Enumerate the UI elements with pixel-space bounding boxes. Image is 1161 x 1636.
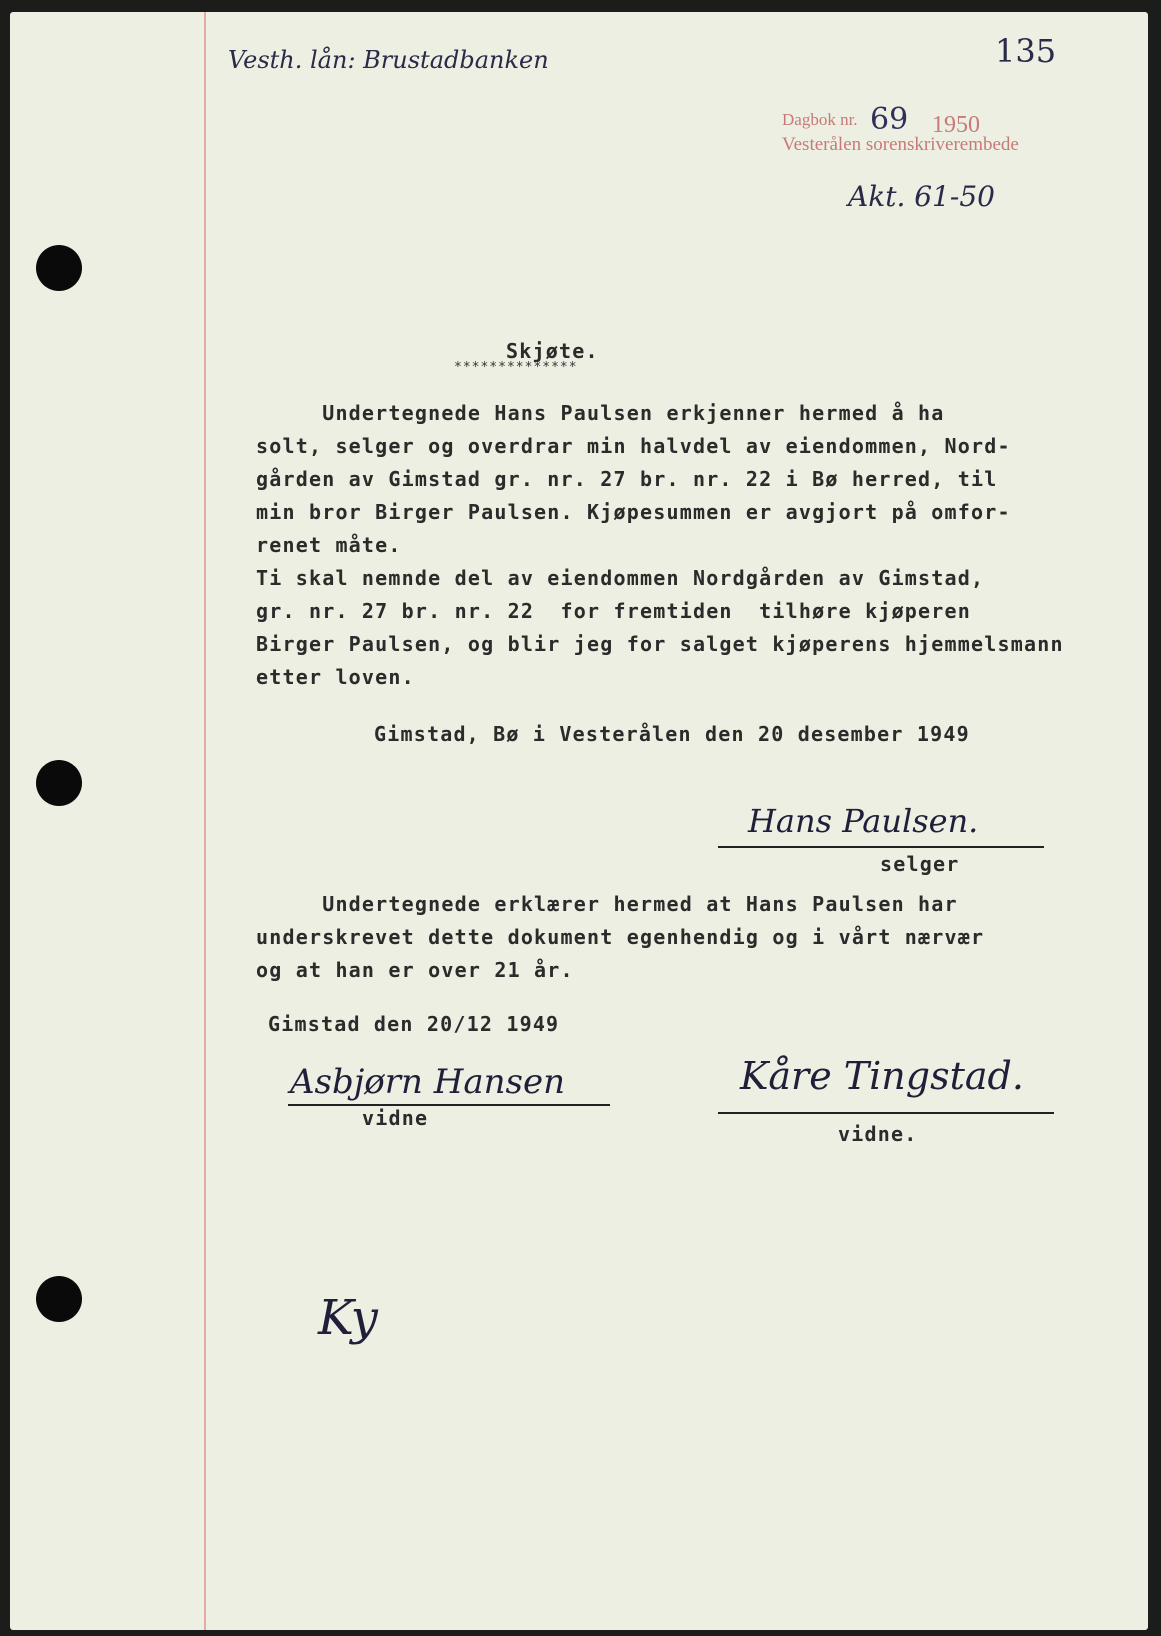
- initials: Ky: [318, 1290, 378, 1346]
- body-line: min bror Birger Paulsen. Kjøpesummen er avgjort på omfor-: [256, 500, 1011, 524]
- seller-role: selger: [880, 852, 960, 876]
- stamp-office: Vesterålen sorenskriverembede: [782, 134, 1019, 155]
- witness2-signature: Kåre Tingstad.: [740, 1054, 1024, 1098]
- body-line: Undertegnede Hans Paulsen erkjenner hermed å ha: [256, 401, 945, 425]
- witness1-signature: Asbjørn Hansen: [290, 1062, 566, 1102]
- body-line: etter loven.: [256, 665, 415, 689]
- witness1-role: vidne: [362, 1106, 429, 1130]
- body-line: renet måte.: [256, 533, 402, 557]
- header-note: Vesth. lån: Brustadbanken: [228, 46, 549, 74]
- margin-line: [204, 12, 206, 1630]
- punch-hole-icon: [36, 245, 82, 291]
- witness1-signature-line: [288, 1104, 610, 1106]
- seller-signature-line: [718, 846, 1044, 848]
- document-page: [10, 12, 1148, 1630]
- body-line: gr. nr. 27 br. nr. 22 for fremtiden tilhøre kjøperen: [256, 599, 972, 623]
- body-line: gården av Gimstad gr. nr. 27 br. nr. 22 i Bø herred, til: [256, 467, 998, 491]
- punch-hole-icon: [36, 760, 82, 806]
- stamp-ref: Akt. 61-50: [848, 180, 995, 213]
- stamp-year: 1950: [932, 112, 980, 138]
- body-line: Ti skal nemnde del av eiendommen Nordgården av Gimstad,: [256, 566, 985, 590]
- witness2-role: vidne.: [838, 1122, 918, 1146]
- witness-line: underskrevet dette dokument egenhendig og i vårt nærvær: [256, 925, 985, 949]
- body-line: solt, selger og overdrar min halvdel av eiendommen, Nord-: [256, 434, 1011, 458]
- witness-line: Undertegnede erklærer hermed at Hans Paulsen har: [256, 892, 958, 916]
- page-title: Skjøte.: [506, 339, 599, 363]
- dagbok-number: 69: [870, 102, 909, 137]
- seller-signature: Hans Paulsen.: [748, 802, 979, 840]
- place-date: Gimstad, Bø i Vesterålen den 20 desember 1949: [374, 722, 970, 746]
- page-number: 135: [995, 32, 1057, 70]
- title-underline: **************: [454, 360, 578, 375]
- dagbok-label: Dagbok nr.: [782, 110, 858, 129]
- body-line: Birger Paulsen, og blir jeg for salget kjøperens hjemmelsmann: [256, 632, 1064, 656]
- witness-line: og at han er over 21 år.: [256, 958, 574, 982]
- witness2-signature-line: [718, 1112, 1054, 1114]
- punch-hole-icon: [36, 1276, 82, 1322]
- witness-place-date: Gimstad den 20/12 1949: [268, 1012, 560, 1036]
